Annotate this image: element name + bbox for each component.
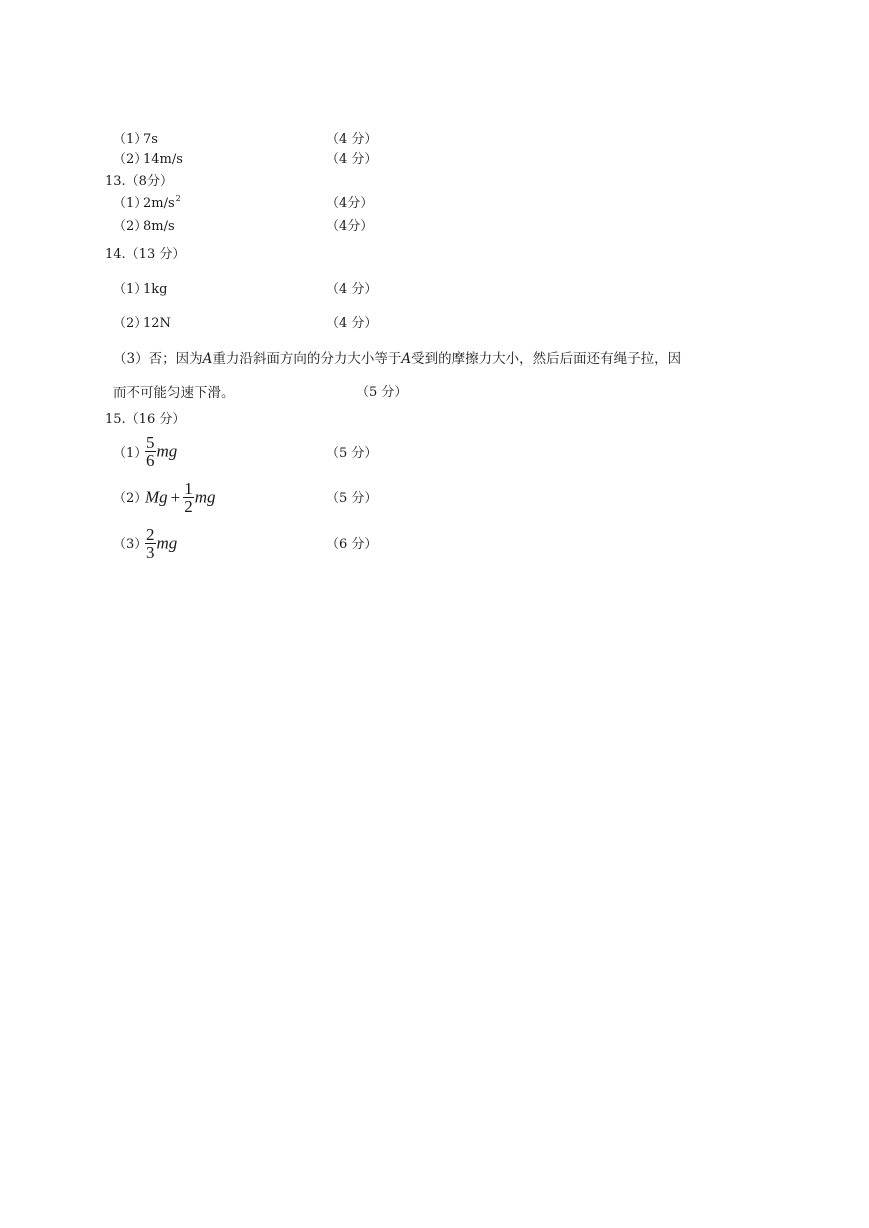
q15-part2-Mg: Mg [145,487,168,507]
q14-heading: 14.（13 分） [105,247,186,262]
q15-part2-formula [145,480,216,515]
q13-part1-answer-base: 2m/s [143,196,175,211]
q15-part3-mg: mg [156,533,178,553]
q15-part1-formula [145,434,177,469]
q15-part2-score: （5 分） [326,491,378,506]
q14-part3-score: （5 分） [356,385,408,400]
q12-part2-number: （2） [113,152,148,167]
q14-part2-answer: 12N [143,316,171,331]
q15-part3-formula [145,526,177,561]
q14-part3-answer-line1 [113,351,681,367]
q14-part3-variable-a2: A [401,351,412,367]
q13-part2-number: （2） [113,219,148,234]
q13-part1-score: （4分） [326,196,374,211]
q13-part2-score: （4分） [326,219,374,234]
q13-part2-answer: 8m/s [143,219,175,234]
q14-part3-text-a: （3）否；因为 [113,351,203,367]
q14-part3-variable-a1: A [202,351,213,367]
q13-part1-answer [143,196,181,213]
q14-part3-answer-line2: 而不可能匀速下滑。 [113,385,235,401]
q15-part2-number: （2） [113,491,148,506]
q13-part1-number: （1） [113,196,148,211]
q15-part3-number: （3） [113,537,148,552]
q15-part2-plus: + [170,487,181,507]
q15-part1-number: （1） [113,446,148,461]
q14-part2-number: （2） [113,316,148,331]
q15-part1-mg: mg [156,441,178,461]
q15-heading: 15.（16 分） [105,412,186,427]
q14-part1-answer: 1kg [143,282,168,297]
q14-part3-text-c: 受到的摩擦力大小，然后后面还有绳子拉，因 [411,351,682,367]
q15-part1-fraction [145,434,156,469]
q15-part1-denominator: 6 [146,451,155,470]
q12-part1-number: （1） [113,132,148,147]
q15-part1-score: （5 分） [326,446,378,461]
q13-heading: 13.（8分） [105,174,173,189]
q14-part1-score: （4 分） [326,282,378,297]
q14-part2-score: （4 分） [326,316,378,331]
q12-part1-answer: 7s [143,132,158,147]
q15-part2-mg: mg [194,487,216,507]
q12-part1-score: （4 分） [326,132,378,147]
q15-part1-numerator: 5 [146,433,155,452]
q15-part3-score: （6 分） [326,537,378,552]
q12-part2-answer: 14m/s [143,152,183,167]
q14-part3-text-b: 重力沿斜面方向的分力大小等于 [212,351,402,367]
q15-part3-numerator: 2 [146,525,155,544]
q15-part3-denominator: 3 [146,543,155,562]
q15-part2-numerator: 1 [184,479,193,498]
q15-part2-fraction [183,480,194,515]
q12-part2-score: （4 分） [326,152,378,167]
q15-part2-denominator: 2 [184,497,193,516]
q14-part1-number: （1） [113,282,148,297]
q13-part1-answer-exponent: 2 [175,194,181,203]
q15-part3-fraction [145,526,156,561]
